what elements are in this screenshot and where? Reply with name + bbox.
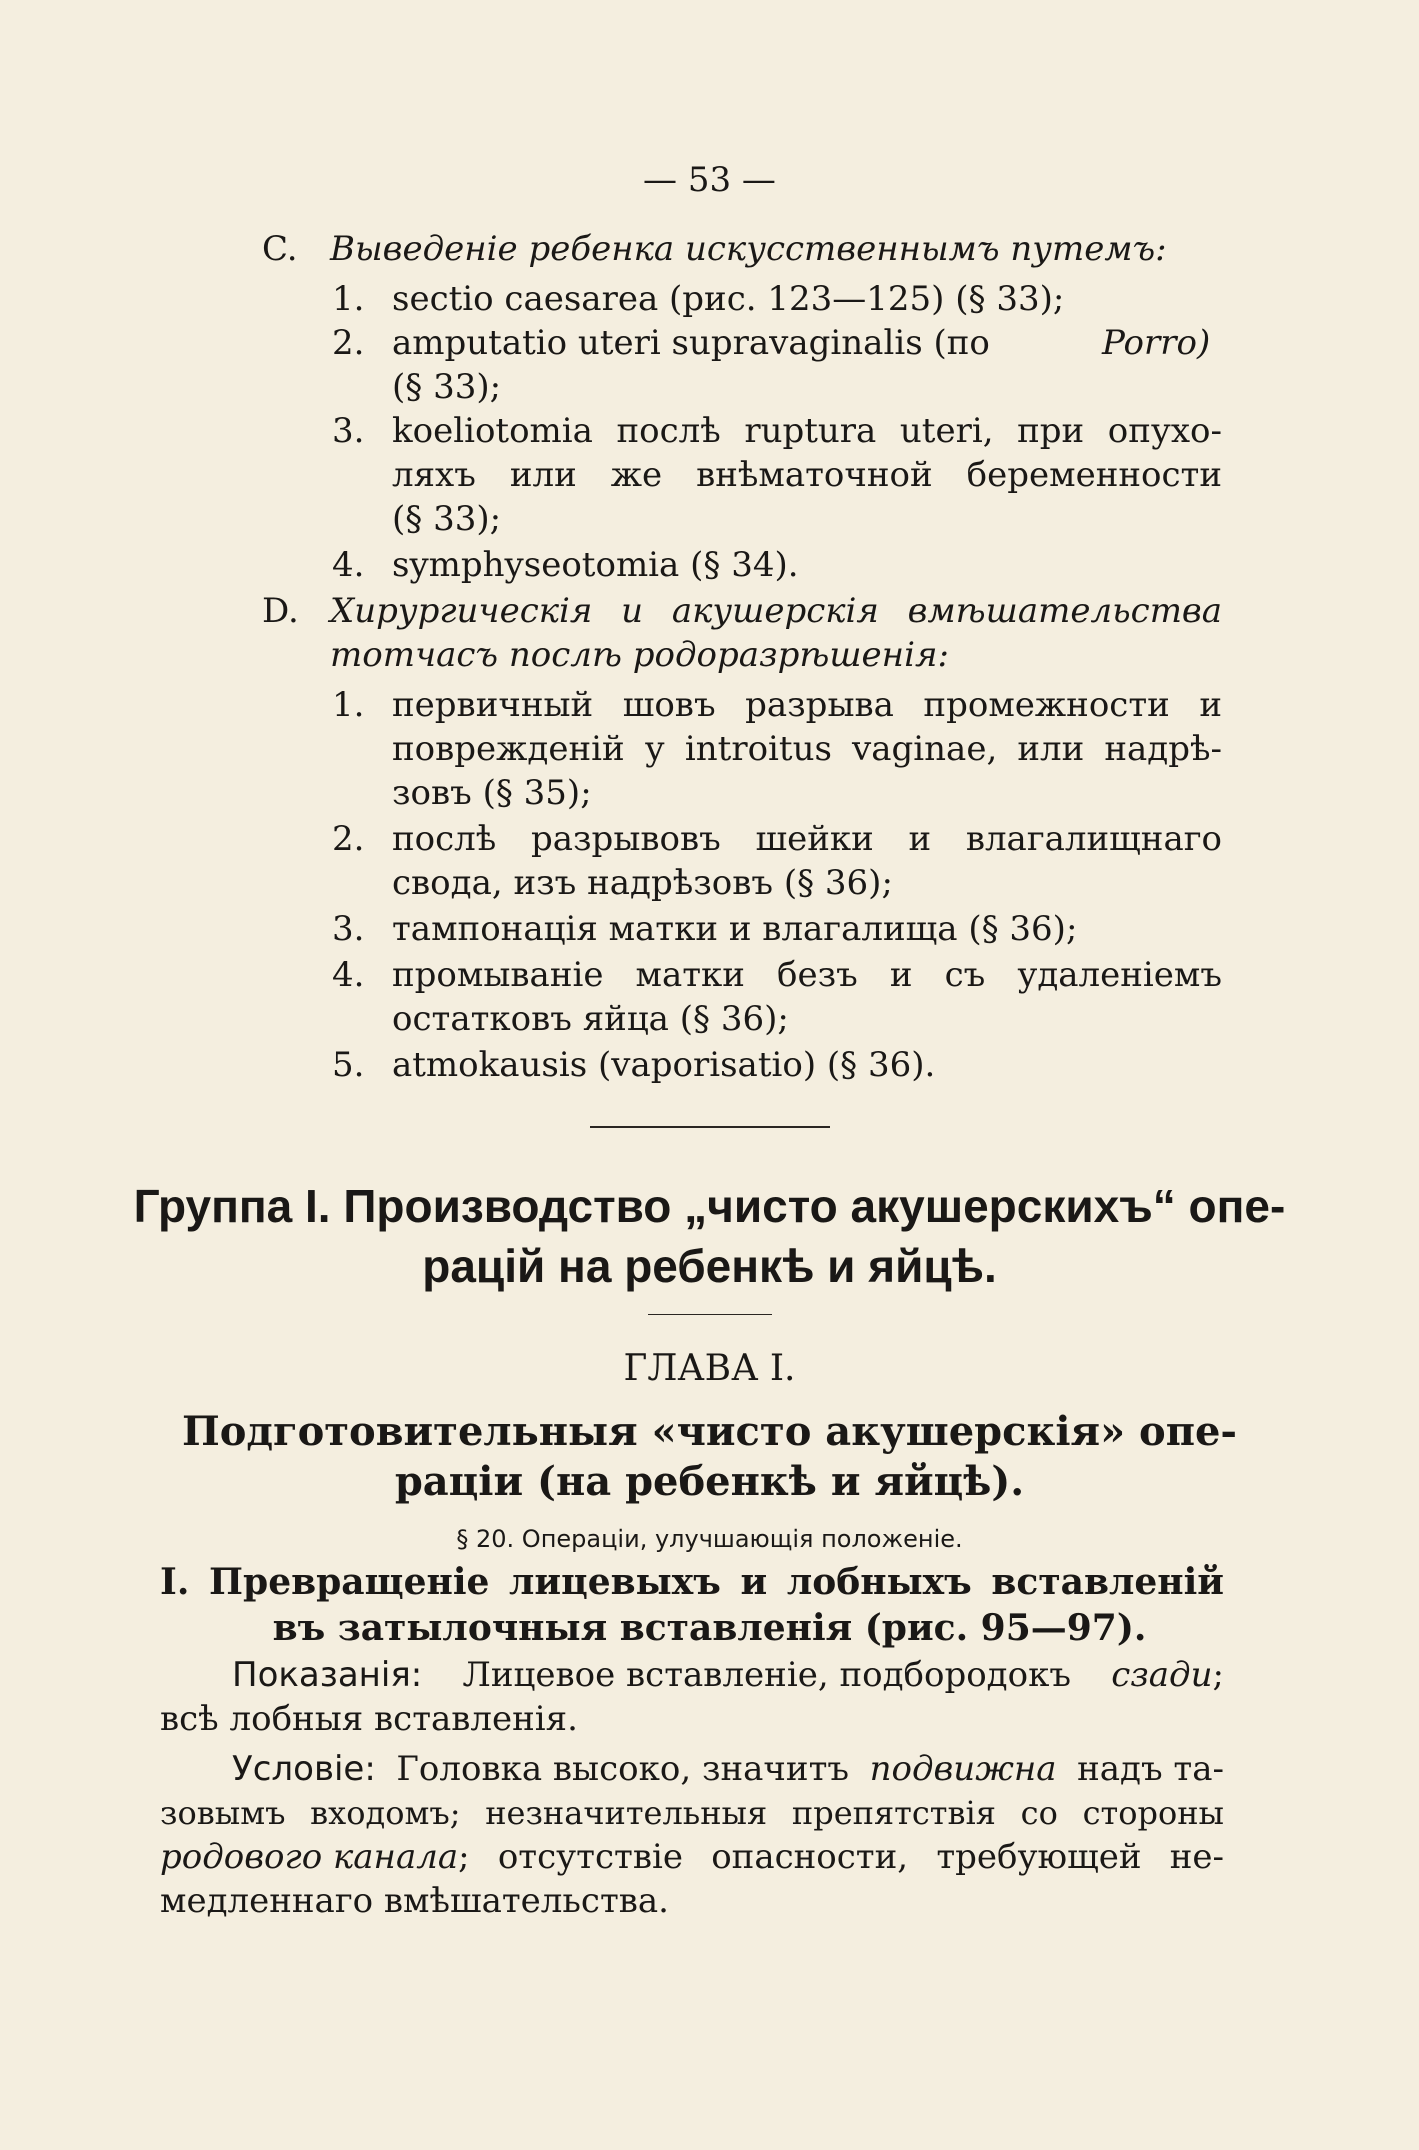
condition-line	[232, 1748, 1224, 1790]
list-item-text: первичный шовъ разрыва промежности и	[392, 685, 1222, 725]
condition-text: ; отсутствіе опасности, требующей не-	[458, 1837, 1224, 1877]
indications-italic: сзади	[1111, 1655, 1213, 1695]
group-heading: рацій на ребенкѣ и яйцѣ.	[422, 1240, 997, 1292]
section-c-label: C.	[262, 229, 298, 269]
condition-line	[160, 1836, 1224, 1878]
condition-label: Условіе:	[232, 1749, 376, 1789]
chapter-heading: ГЛАВА I.	[623, 1348, 796, 1389]
indications-line	[232, 1654, 1224, 1696]
condition-text: зовымъ входомъ; незначительныя препятствія со стороны	[160, 1794, 1224, 1832]
condition-text: надъ та-	[1077, 1749, 1224, 1789]
list-number: 2.	[332, 323, 365, 363]
list-item-text: atmokausis (vaporisatio) (§ 36).	[392, 1045, 936, 1085]
list-item-text: свода, изъ надрѣзовъ (§ 36);	[392, 863, 893, 903]
divider-rule	[590, 1126, 830, 1128]
paragraph-heading: § 20. Операціи, улучшающія положеніе.	[456, 1525, 963, 1553]
list-number: 3.	[332, 411, 365, 451]
list-number: 1.	[332, 685, 365, 725]
list-item-text: koeliotomia послѣ ruptura uteri, при опухо-	[392, 411, 1222, 451]
section-d-title: тотчасъ послѣ родоразрѣшенія:	[330, 635, 949, 675]
condition-italic: подвижна	[869, 1749, 1057, 1789]
section-c-title: Выведеніе ребенка искусственнымъ путемъ:	[330, 229, 1167, 269]
page-number: — 53 —	[643, 160, 776, 200]
subsection-title: I. Превращеніе лицевыхъ и лобныхъ вставленій	[160, 1561, 1224, 1603]
indications-text: Лицевое вставленіе, подбородокъ	[462, 1655, 1071, 1695]
list-item-text: промываніе матки безъ и съ удаленіемъ	[392, 955, 1222, 995]
author-name: Porro)	[1102, 323, 1211, 363]
indications-text: всѣ лобныя вставленія.	[160, 1699, 578, 1739]
list-item-text: остатковъ яйца (§ 36);	[392, 999, 789, 1039]
list-number: 3.	[332, 909, 365, 949]
list-item-text: sectio caesarea (рис. 123—125) (§ 33);	[392, 279, 1065, 319]
group-heading: Группа I. Производство „чисто акушерскихъ“ опе-	[133, 1180, 1286, 1232]
divider-rule	[648, 1314, 772, 1315]
chapter-title: Подготовительныя «чисто акушерскія» опе-	[181, 1408, 1238, 1455]
list-number: 2.	[332, 819, 365, 859]
section-d-title: Хирургическія и акушерскія вмѣшательства	[330, 591, 1222, 631]
list-item-text: symphyseotomia (§ 34).	[392, 545, 799, 585]
list-item-text: ляхъ или же внѣматочной беременности	[392, 455, 1222, 495]
list-item-text: послѣ разрывовъ шейки и влагалищнаго	[392, 819, 1222, 859]
section-d-label: D.	[262, 591, 299, 631]
list-number: 5.	[332, 1045, 365, 1085]
list-item-text: amputatio uteri supravaginalis (по	[392, 323, 990, 363]
subsection-title: въ затылочныя вставленія (рис. 95—97).	[272, 1607, 1147, 1649]
indications-punct: ;	[1212, 1655, 1224, 1695]
list-item-text: (§ 33);	[392, 367, 502, 407]
condition-italic: родового канала	[160, 1837, 459, 1877]
list-item-text: (§ 33);	[392, 499, 502, 539]
condition-text: медленнаго вмѣшательства.	[160, 1881, 669, 1921]
chapter-title: раціи (на ребенкѣ и яйцѣ).	[394, 1458, 1025, 1505]
list-number: 4.	[332, 955, 365, 995]
list-item-text: тампонація матки и влагалища (§ 36);	[392, 909, 1078, 949]
list-item-text: поврежденій у introitus vaginae, или надрѣ-	[392, 729, 1222, 769]
condition-text: Головка высоко, значитъ	[396, 1749, 850, 1789]
indications-label: Показанія:	[232, 1655, 423, 1695]
list-number: 4.	[332, 545, 365, 585]
list-number: 1.	[332, 279, 365, 319]
list-item-text: зовъ (§ 35);	[392, 773, 592, 813]
